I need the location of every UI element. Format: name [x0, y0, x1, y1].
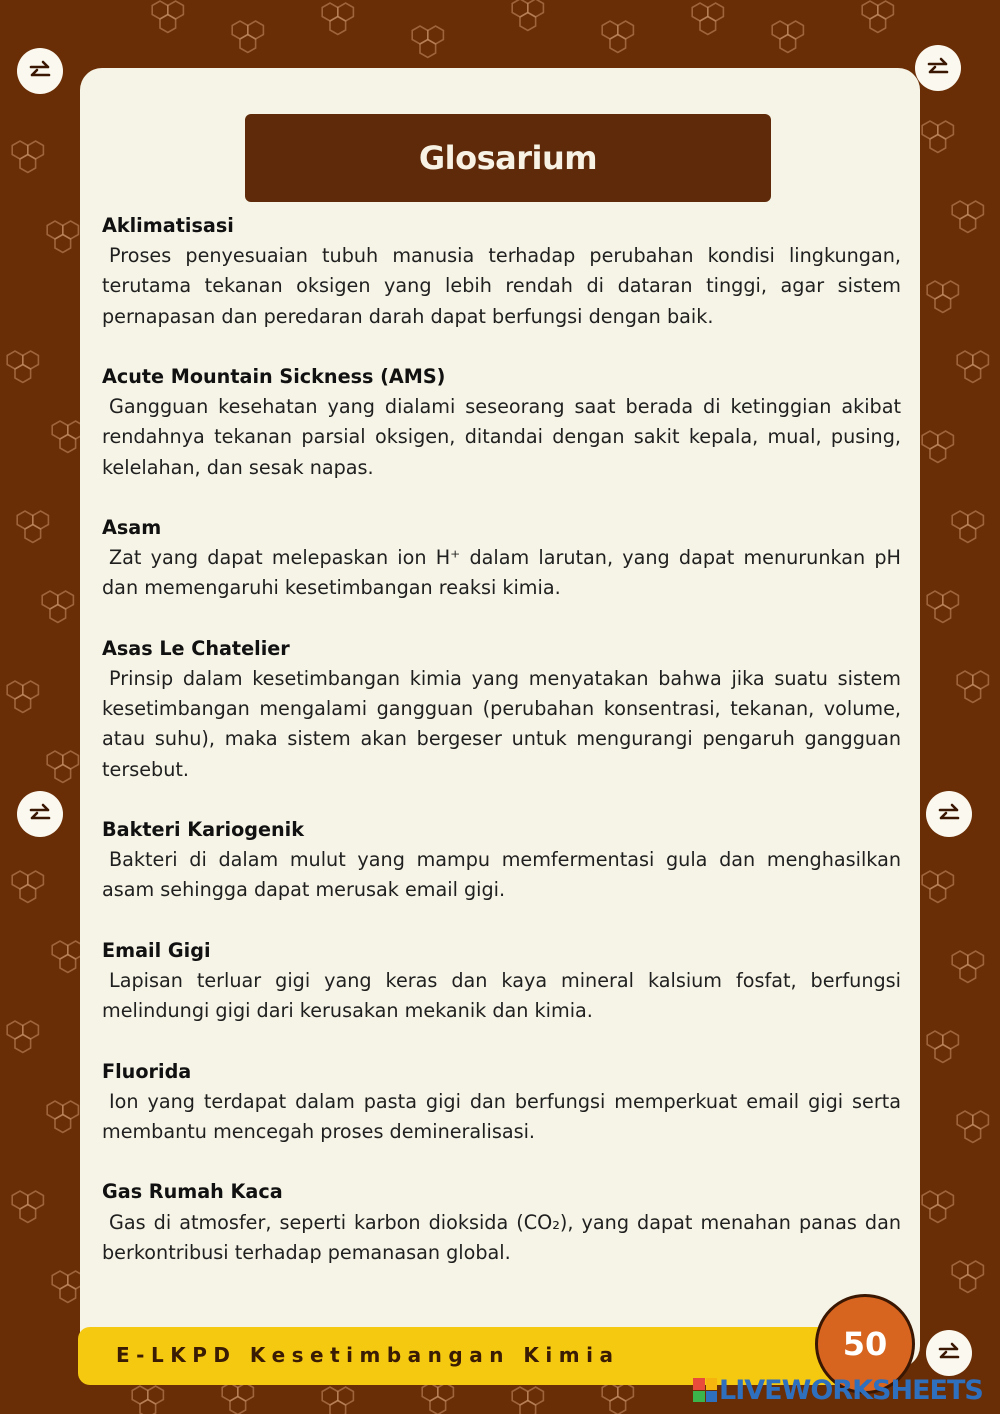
- molecule-icon: [862, 1, 893, 33]
- molecule-icon: [42, 591, 73, 623]
- glossary-definition: Lapisan terluar gigi yang keras dan kaya mineral kalsium fosfat, berfungsi melindungi gigi dari kerusakan mekanik dan kimia.: [102, 969, 901, 1023]
- molecule-icon: [232, 21, 263, 53]
- molecule-icon: [922, 431, 953, 463]
- nav-button-top-right[interactable]: [915, 45, 961, 91]
- molecule-icon: [422, 1383, 453, 1414]
- nav-button-bottom-right[interactable]: [926, 1330, 972, 1376]
- glossary-list: [102, 211, 901, 1298]
- page-number: 50: [842, 1325, 888, 1363]
- molecule-icon: [47, 1101, 78, 1133]
- molecule-icon: [412, 26, 443, 58]
- molecule-icon: [602, 21, 633, 53]
- nav-button-top-left[interactable]: [17, 48, 63, 94]
- molecule-icon: [927, 591, 958, 623]
- glossary-entry: [102, 362, 901, 483]
- glossary-entry: [102, 936, 901, 1027]
- glossary-term: Acute Mountain Sickness (AMS): [102, 365, 446, 388]
- molecule-icon: [17, 511, 48, 543]
- swap-arrows-icon: [935, 800, 963, 828]
- glossary-entry: [102, 815, 901, 906]
- molecule-icon: [7, 1021, 38, 1053]
- molecule-icon: [47, 751, 78, 783]
- molecule-icon: [52, 1271, 83, 1303]
- molecule-icon: [322, 3, 353, 35]
- nav-button-middle-right[interactable]: [926, 791, 972, 837]
- molecule-icon: [222, 1383, 253, 1414]
- molecule-icon: [952, 951, 983, 983]
- molecule-icon: [512, 1387, 543, 1414]
- molecule-icon: [957, 1111, 988, 1143]
- swap-arrows-icon: [924, 54, 952, 82]
- molecule-icon: [7, 351, 38, 383]
- molecule-icon: [957, 671, 988, 703]
- glossary-term: Email Gigi: [102, 938, 211, 962]
- glossary-entry: [102, 513, 901, 604]
- molecule-icon: [52, 421, 83, 453]
- liveworksheets-logo-icon: [693, 1378, 717, 1402]
- molecule-icon: [927, 281, 958, 313]
- glossary-entry: [102, 1177, 901, 1268]
- molecule-icon: [952, 201, 983, 233]
- glossary-term: Fluorida: [102, 1059, 192, 1083]
- molecule-icon: [512, 0, 543, 31]
- glossary-entry: [102, 1057, 901, 1148]
- title-banner: [245, 114, 771, 202]
- molecule-icon: [602, 1383, 633, 1414]
- molecule-icon: [772, 21, 803, 53]
- glossary-definition: Proses penyesuaian tubuh manusia terhadap perubahan kondisi lingkungan, terutama tekanan oksigen yang lebih rendah di dataran tinggi, agar sistem pernapasan dan peredaran darah dapat berfungsi dengan baik.: [102, 244, 901, 328]
- molecule-icon: [47, 221, 78, 253]
- glossary-definition: Ion yang terdapat dalam pasta gigi dan berfungsi memperkuat email gigi serta membantu mencegah proses demineralisasi.: [102, 1089, 901, 1143]
- glossary-entry: [102, 211, 901, 332]
- molecule-icon: [927, 1031, 958, 1063]
- molecule-icon: [12, 871, 43, 903]
- molecule-icon: [12, 141, 43, 173]
- glossary-definition: Prinsip dalam kesetimbangan kimia yang menyatakan bahwa jika suatu sistem kesetimbangan mengalami gangguan (perubahan konsentrasi, tekanan, volume, atau suhu), maka sistem akan bergeser untuk mengurangi pengaruh gangguan tersebut.: [102, 667, 901, 781]
- glossary-definition: Bakteri di dalam mulut yang mampu memfermentasi gula dan menghasilkan asam sehingga dapat merusak email gigi.: [102, 848, 901, 902]
- molecule-icon: [922, 121, 953, 153]
- molecule-icon: [922, 1191, 953, 1223]
- liveworksheets-watermark: [693, 1372, 983, 1408]
- molecule-icon: [132, 1386, 163, 1414]
- molecule-icon: [12, 1191, 43, 1223]
- glossary-term: Asam: [102, 516, 162, 539]
- glossary-term: Gas Rumah Kaca: [102, 1180, 283, 1204]
- glossary-entry: [102, 634, 901, 785]
- watermark-text: LIVEWORKSHEETS: [719, 1374, 983, 1406]
- molecule-icon: [922, 871, 953, 903]
- molecule-icon: [52, 941, 83, 973]
- nav-button-middle-left[interactable]: [17, 791, 63, 837]
- molecule-icon: [7, 681, 38, 713]
- swap-arrows-icon: [26, 800, 54, 828]
- glossary-definition: Zat yang dapat melepaskan ion H⁺ dalam larutan, yang dapat menurunkan pH dan memengaruhi kesetimbangan reaksi kimia.: [102, 546, 901, 600]
- molecule-icon: [952, 1261, 983, 1293]
- glossary-term: Asas Le Chatelier: [102, 636, 290, 660]
- glossary-term: Aklimatisasi: [102, 214, 234, 237]
- swap-arrows-icon: [26, 57, 54, 85]
- glossary-term: Bakteri Kariogenik: [102, 818, 305, 841]
- glossary-definition: Gas di atmosfer, seperti karbon dioksida (CO₂), yang dapat menahan panas dan berkontribusi terhadap pemanasan global.: [102, 1210, 901, 1264]
- molecule-icon: [152, 1, 183, 33]
- footer-label: E-LKPD Kesetimbangan Kimia: [116, 1343, 620, 1367]
- page-title: Glosarium: [418, 139, 598, 177]
- glossary-definition: Gangguan kesehatan yang dialami seseorang saat berada di ketinggian akibat rendahnya tekanan parsial oksigen, ditandai dengan sakit kepala, mual, pusing, kelelahan, dan sesak napas.: [102, 395, 901, 479]
- molecule-icon: [957, 351, 988, 383]
- molecule-icon: [322, 1387, 353, 1414]
- swap-arrows-icon: [935, 1339, 963, 1367]
- molecule-icon: [692, 3, 723, 35]
- molecule-icon: [952, 511, 983, 543]
